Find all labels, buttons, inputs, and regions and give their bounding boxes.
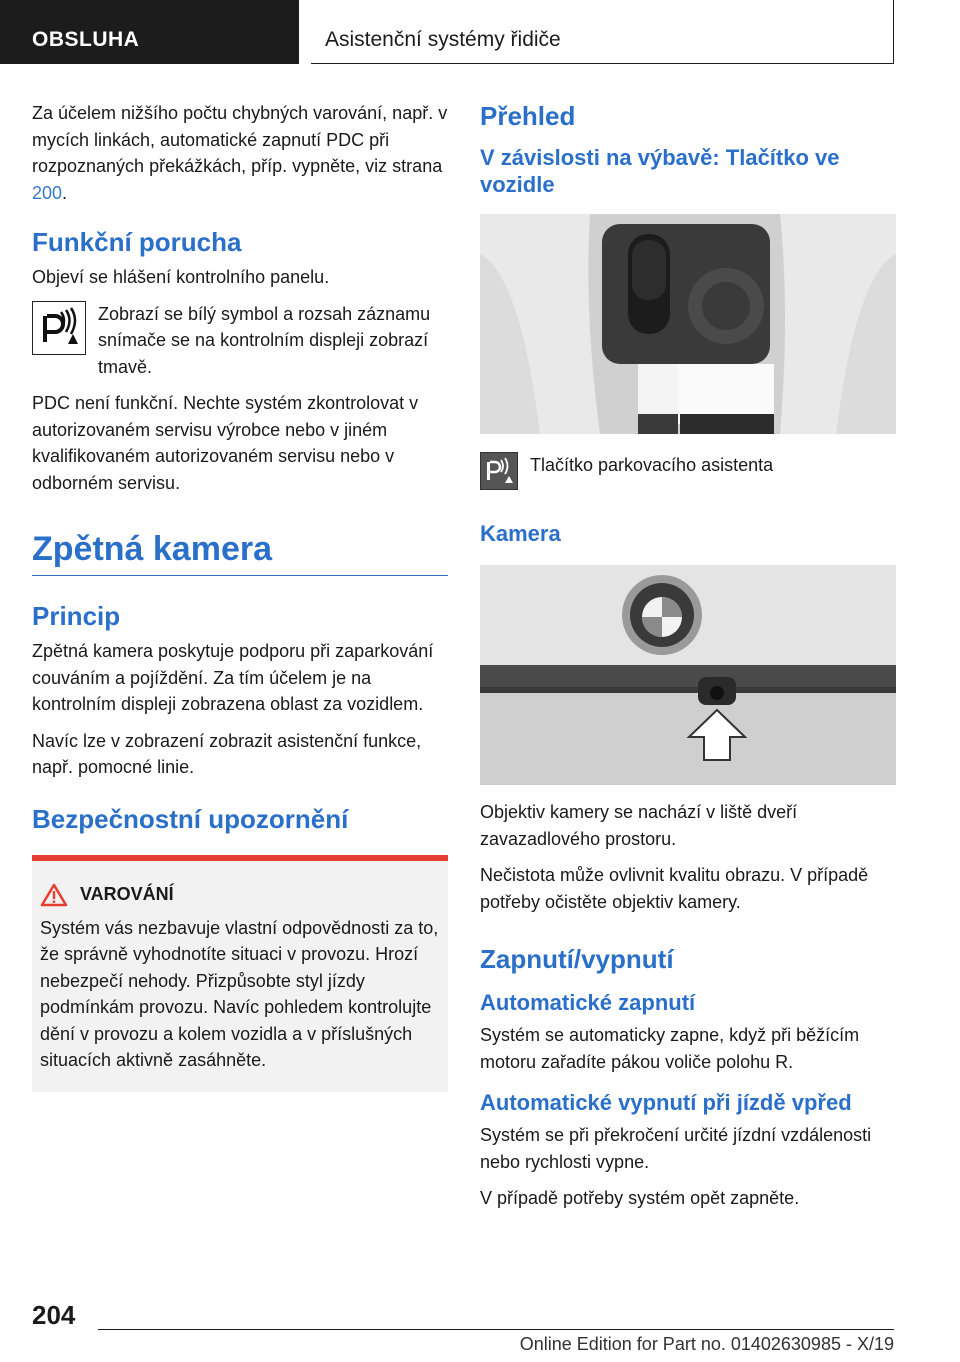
page-link[interactable]: 200 [32, 182, 63, 203]
header-chapter-label: Asistenční systémy řidiče [325, 28, 561, 51]
onoff-heading: Zapnutí/vypnutí [480, 944, 674, 974]
page-number: 204 [32, 1300, 76, 1330]
camera-text: Objektiv kamery se nachází v liště dveří zavazadlového prostoru. [480, 802, 798, 849]
auto-off-text: Systém se při překročení určité jízdní vzdálenosti nebo rychlosti vypne. [480, 1125, 872, 1172]
intro-paragraph: Za účelem nižšího počtu chybných varování, např. v mycích linkách, automatické zapnutí PDC při rozpoznaných překážkách, příp. vypněte, viz strana 200. [32, 103, 448, 203]
footer-edition: Online Edition for Part no. 01402630985 - X/19 [519, 1334, 894, 1354]
parking-button-icon [480, 452, 518, 490]
header-section [0, 0, 299, 64]
header-chapter [311, 0, 894, 64]
header-section-label: OBSLUHA [32, 28, 140, 51]
fault-text2: PDC není funkční. Nechte systém zkontrolovat v autorizovaném servisu výrobce nebo v jiném kvalifikovaném autorizovaném servisu nebo v odborném servisu. [32, 393, 419, 493]
camera-subheading: Kamera [480, 521, 561, 546]
auto-on-heading: Automatické zapnutí [480, 990, 696, 1015]
right-column [480, 100, 896, 1222]
safety-heading: Bezpečnostní upozornění [32, 803, 349, 834]
warning-triangle-icon [40, 883, 68, 907]
button-caption: Tlačítko parkovacího asistenta [530, 455, 774, 475]
button-caption-row [480, 452, 896, 490]
fault-icon-text: Zobrazí se bílý symbol a rozsah záznamu snímače se na kontrolním displeji zobrazí tmavě. [98, 303, 431, 377]
camera-heading: Zpětná kamera [32, 530, 448, 576]
left-column [32, 100, 448, 1092]
auto-off-text2: V případě potřeby systém opět zapněte. [480, 1188, 800, 1208]
fault-text: Objeví se hlášení kontrolního panelu. [32, 267, 330, 287]
fault-icon-row [32, 301, 448, 381]
gear-console-photo [480, 214, 896, 434]
warning-title-row [40, 883, 440, 907]
auto-off-heading: Automatické vypnutí při jízdě vpřed [480, 1090, 852, 1115]
principle-text2: Navíc lze v zobrazení zobrazit asistenční funkce, např. pomocné linie. [32, 730, 422, 777]
principle-text: Zpětná kamera poskytuje podporu při zaparkování couváním a pojíždění. Za tím účelem je na kontrolním displeji zobrazena oblast za vozidlem. [32, 641, 434, 714]
footer-divider [98, 1329, 894, 1330]
equipment-heading: V závislosti na výbavě: Tlačítko ve vozidle [480, 145, 840, 197]
auto-on-text: Systém se automaticky zapne, když při běžícím motoru zařadíte pákou voliče polohu R. [480, 1025, 860, 1072]
rear-camera-photo [480, 565, 896, 785]
warning-title: VAROVÁNÍ [80, 884, 174, 904]
fault-heading: Funkční porucha [32, 227, 242, 257]
warning-box [32, 855, 448, 1092]
principle-heading: Princip [32, 601, 121, 631]
camera-text2: Nečistota může ovlivnit kvalitu obrazu. V případě potřeby očistěte objektiv kamery. [480, 865, 869, 912]
parking-sensor-icon [32, 301, 86, 355]
overview-heading: Přehled [480, 101, 576, 131]
warning-text: Systém vás nezbavuje vlastní odpovědnosti za to, že správně vyhodnotíte situaci v provozu. Hrozí nebezpečí nehody. Přizpůsobte styl jízdy podmínkám provozu. Navíc pohledem kontrolujte dění v provozu a kolem vozidla a v příslušných situacích aktivně zasáhněte. [40, 917, 439, 1070]
